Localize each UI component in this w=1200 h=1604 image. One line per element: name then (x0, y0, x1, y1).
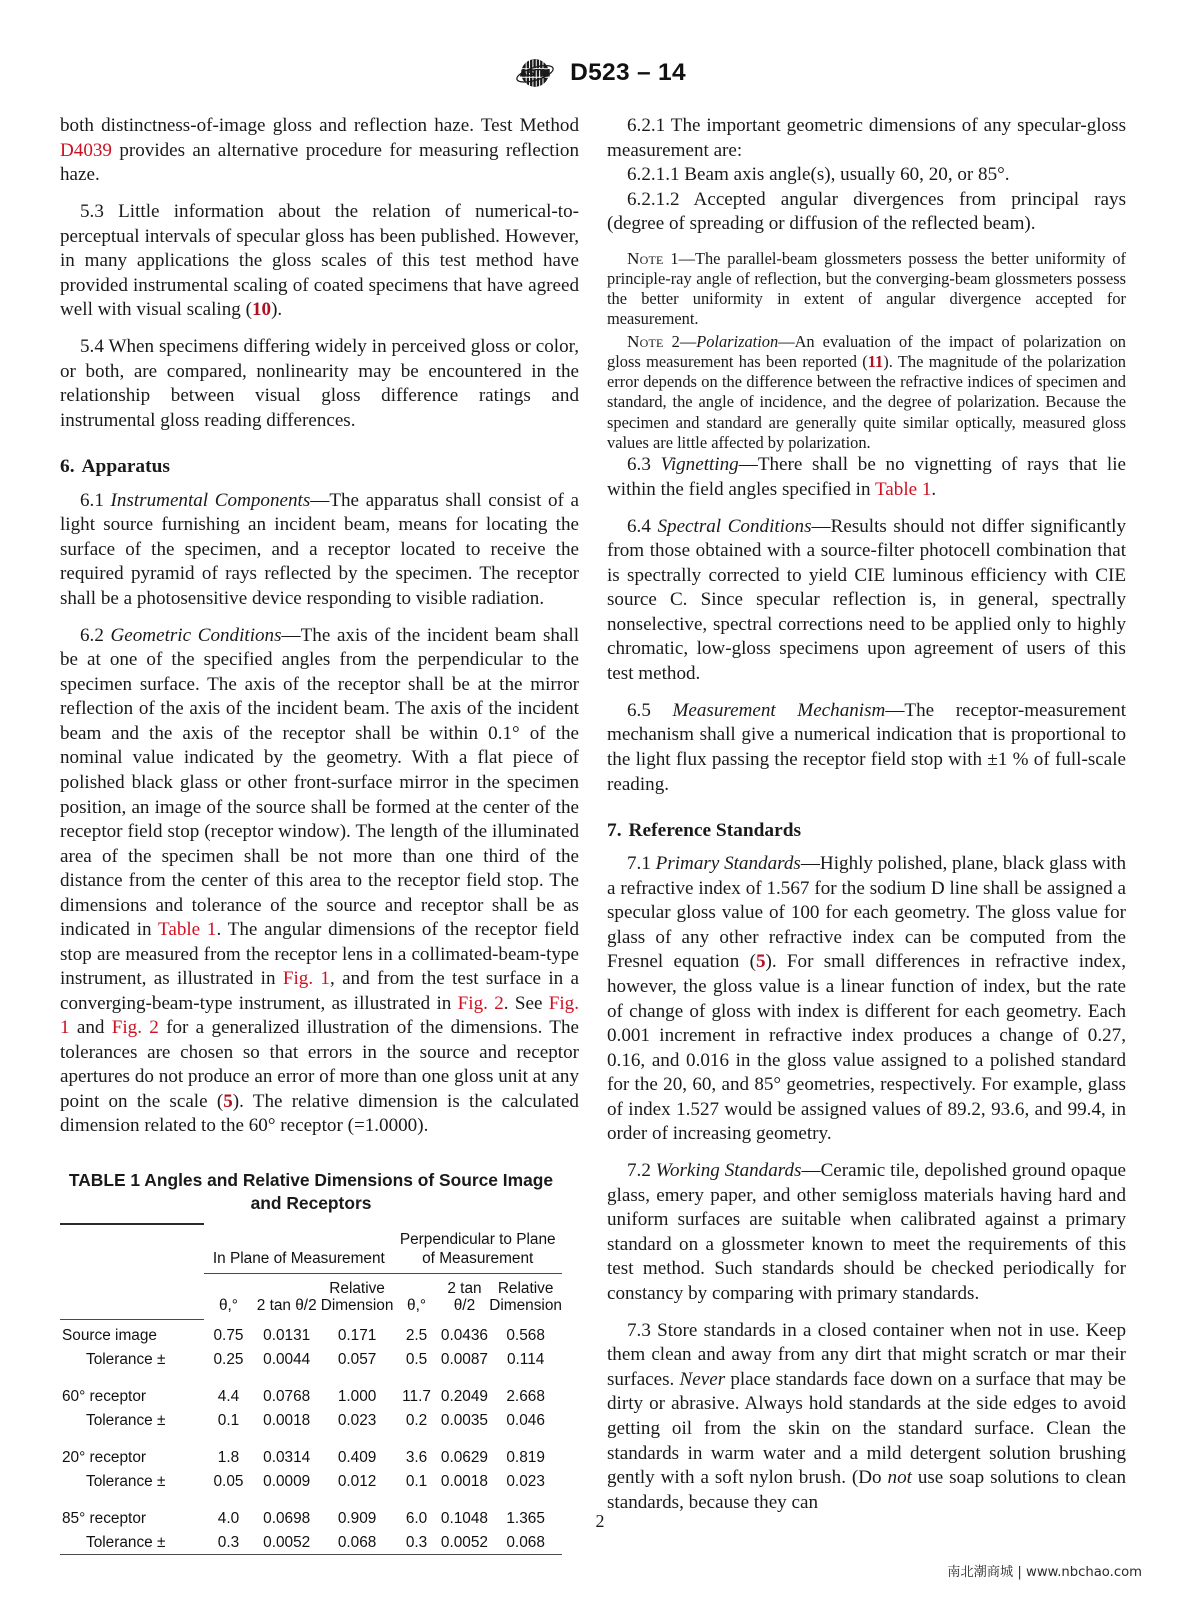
note-1 (607, 248, 1126, 330)
table-row-spacer (60, 1371, 562, 1384)
table-cell-value: 0.1 (405, 1473, 428, 1491)
table-cell-value: 0.0131 (263, 1327, 311, 1345)
right-column (607, 114, 1126, 1555)
citation-10[interactable]: 10 (251, 299, 272, 321)
para-5-3-text-a: 5.3 Little information about the relation of numerical-to-perceptual intervals of specular gloss has been published. However, in many applications the gloss scales of this test method have provided instrumental scaling of coated specimens that have agreed well with visual scaling ( (60, 201, 579, 321)
table-cell-value: 0.068 (337, 1534, 377, 1552)
para-6-2-term: Geometric Conditions (110, 624, 282, 646)
para-7-2-text: —Ceramic tile, depolished ground opaque glass, emery paper, and other semigloss materials having hard and uniform surfaces are suitable when calibrated against a primary standard on a glossmeter known to meet the requirements of this test method. Such standards should be checked periodically for constancy by comparing with primary standards. (607, 1160, 1127, 1304)
table-cell-value: 2.668 (506, 1388, 545, 1406)
col-header-relative-dimension-2: Relative Dimension (489, 1280, 562, 1315)
link-table-1-b[interactable]: Table 1 (874, 478, 932, 500)
svg-text:ASTM: ASTM (519, 67, 551, 80)
note-2-text-b: —An evaluation of the impact of polarization on gloss measurement has been reported ( (607, 331, 1127, 371)
para-6-3-text-a: —There shall be no vignetting of rays that lie within the field angles specified in (607, 454, 1126, 500)
link-fig-2-a[interactable]: Fig. 2 (457, 992, 504, 1014)
note-1-label: Note (627, 248, 664, 268)
paragraph-5-4: 5.4 When specimens differing widely in perceived gloss or color, or both, are compared, nonlinearity may be encountered in the relationship between visual gloss difference ratings and instrumental gloss reading differences. (60, 336, 579, 431)
col-header-2tan-1: 2 tan θ/2 (256, 1297, 317, 1315)
citation-11[interactable]: 11 (867, 351, 884, 371)
table-cell-value: 1.000 (337, 1388, 377, 1406)
paragraph-6-3 (607, 453, 1126, 502)
citation-5-right[interactable]: 5 (755, 951, 766, 973)
table-1 (60, 1223, 562, 1555)
para-7-2-number: 7.2 (627, 1160, 656, 1182)
note-2-label: Note (627, 331, 664, 351)
table-cell-value: 0.068 (506, 1534, 545, 1552)
note-2-text-a: 2— (663, 331, 697, 351)
paragraph-6-2-1-2: 6.2.1.2 Accepted angular divergences from principal rays (degree of spreading or diffusion of the reflected beam). (607, 188, 1126, 235)
para-6-2-text-c: , and from the test surface in a converging-beam-type instrument, as illustrated in (60, 968, 579, 1014)
heading-6-number: 6. (60, 456, 75, 478)
para-6-3-term: Vignetting (660, 454, 739, 476)
table-row-label: Tolerance ± (86, 1534, 166, 1552)
link-d4039[interactable]: D4039 (60, 139, 112, 161)
para-6-3-text-b: . (931, 478, 937, 500)
table-cell-value: 0.0052 (440, 1534, 488, 1552)
table-cell-value: 0.409 (337, 1449, 377, 1467)
link-fig-2-b[interactable]: Fig. 2 (111, 1017, 159, 1039)
table-row-spacer (60, 1432, 562, 1445)
table-cell-value: 0.0768 (263, 1388, 311, 1406)
table-row (60, 1347, 562, 1371)
table-row-label: Tolerance ± (86, 1473, 166, 1491)
table-cell-value: 0.171 (337, 1327, 377, 1345)
table-cell-value: 0.0314 (263, 1449, 311, 1467)
table-row (60, 1445, 562, 1469)
table-cell-value: 4.0 (217, 1510, 240, 1528)
table-row-spacer (60, 1493, 562, 1506)
para-6-4-term: Spectral Conditions (657, 515, 812, 537)
table-1-bottom-rule (60, 1555, 562, 1556)
link-fig-1-a[interactable]: Fig. 1 (282, 968, 330, 990)
table-row-label: 85° receptor (62, 1510, 147, 1528)
left-column (60, 114, 579, 1555)
para-6-2-number: 6.2 (80, 624, 111, 646)
table-row-label: Tolerance ± (86, 1351, 166, 1369)
para-6-2-text-d: . See (503, 992, 549, 1014)
two-column-body (0, 114, 1200, 1555)
para-6-4-number: 6.4 (627, 515, 658, 537)
table-cell-value: 0.012 (337, 1473, 377, 1491)
para-6-1-number: 6.1 (80, 489, 111, 511)
col-header-2tan-2: 2 tan θ/2 (447, 1280, 482, 1315)
table-cell-value: 1.365 (506, 1510, 545, 1528)
para-6-2-text-f: for a generalized illustration of the dimensions. The tolerances are chosen so that errors in the source and receptor apertures do not produce an error of more than one gloss unit at any point on the scale ( (60, 1017, 579, 1112)
table-1-container (60, 1169, 562, 1555)
para-6-5-term: Measurement Mechanism (672, 699, 886, 721)
document-header (0, 0, 1200, 102)
table-cell-value: 0.05 (213, 1473, 244, 1491)
table-cell-value: 0.0629 (440, 1449, 488, 1467)
table-row-label: Source image (62, 1327, 157, 1345)
table-row-label: 60° receptor (62, 1388, 147, 1406)
table-row (60, 1384, 562, 1408)
para-7-3-term-never: Never (679, 1368, 726, 1390)
table-1-column-header-row (60, 1274, 562, 1320)
table-cell-value: 0.0087 (440, 1351, 488, 1369)
para-5-2-text-b: provides an alternative procedure for measuring reflection haze. (60, 139, 579, 186)
para-7-1-number: 7.1 (627, 853, 656, 875)
table-cell-value: 0.1 (217, 1412, 240, 1430)
para-6-3-number: 6.3 (627, 454, 661, 476)
para-7-1-term: Primary Standards (655, 853, 801, 875)
table-cell-value: 0.0698 (263, 1510, 311, 1528)
table-cell-value: 2.5 (405, 1327, 428, 1345)
paragraph-5-3 (60, 200, 579, 323)
para-7-3-text-b: place standards face down on a surface that may be dirty or abrasive. Always hold standards at the side edges to avoid getting oil from the skin on the standard surface. Clean the standards in warm water and a mild detergent solution brushing gently with a soft nylon brush. (Do (607, 1368, 1126, 1489)
table-cell-value: 0.114 (506, 1351, 545, 1369)
table-cell-value: 4.4 (217, 1388, 240, 1406)
paragraph-6-2-1-1: 6.2.1.1 Beam axis angle(s), usually 60, 20, or 85°. (627, 164, 1010, 186)
para-6-1-text: —The apparatus shall consist of a light source furnishing an incident beam, means for locating the surface of the specimen, and a receptor located to receive the required pyramid of rays reflected by the specimen. The receptor shall be a photosensitive device responding to visible radiation. (60, 489, 579, 609)
para-6-2-text-a: —The axis of the incident beam shall be at one of the specified angles from the perpendicular to the specimen surface. The axis of the receptor shall be at the mirror reflection of the axis of the incident beam. The axis of the incident beam and the axis of the receptor shall be within 0.1° of the nominal value indicated by the geometry. With a flat piece of polished black glass or other front-surface mirror in the specimen position, an image of the source shall be formed at the center of the receptor field stop (receptor window). The length of the illuminated area of the specimen shall be not more than one third of the distance from the center of this area to the receptor field stop. The dimensions and tolerance of the source and receptor shall be as indicated in (60, 624, 580, 941)
paragraph-6-4 (607, 515, 1126, 687)
group-header-perpendicular: Perpendicular to Plane of Measurement (399, 1231, 556, 1267)
para-5-3-text-b: ). (271, 299, 283, 321)
para-7-1-text-b: ). For small differences in refractive index, however, the gloss value is a linear function of index, but the rate of change of gloss with index is different for each geometry. Each 0.001 increment in refractive index produces a change of 0.27, 0.16, and 0.016 in the gloss value assigned to a polished standard for the 20, 60, and 85° geometries, respectively. For example, glass of index 1.527 would be assigned values of 89.2, 93.6, and 99.4, in order of increasing geometry. (607, 951, 1126, 1145)
col-header-theta-2: θ,° (407, 1297, 427, 1315)
paragraph-5-2-continued (60, 114, 579, 188)
table-row-label: Tolerance ± (86, 1412, 166, 1430)
table-row (60, 1320, 562, 1348)
table-cell-value: 0.0035 (440, 1412, 488, 1430)
table-row (60, 1530, 562, 1555)
table-cell-value: 0.819 (506, 1449, 545, 1467)
para-6-2-text-g: ). The relative dimension is the calculated dimension related to the 60° receptor (=1.0000). (60, 1090, 579, 1137)
table-cell-value: 0.057 (337, 1351, 377, 1369)
note-2-text-c: ). The magnitude of the polarization error depends on the difference between the refractive indices of specimen and standard, the angle of incidence, and the degree of polarization. Because the specimen and standard are generally quite similar optically, measured gloss values are little affected by polarization. (607, 351, 1126, 452)
table-cell-value: 0.0018 (263, 1412, 311, 1430)
para-7-3-text-a: 7.3 Store standards in a closed container when not in use. Keep them clean and away from any dirt that might scratch or mar their surfaces. (607, 1319, 1126, 1390)
heading-6-apparatus (60, 455, 579, 479)
para-6-5-number: 6.5 (627, 699, 673, 721)
para-7-1-text-a: —Highly polished, plane, black glass with a refractive index of 1.567 for the sodium D line shall be assigned a specular gloss value of 100 for each geometry. The gloss value for glass of any other refractive index can be computed from the Fresnel equation ( (607, 853, 1126, 973)
table-cell-value: 0.023 (506, 1473, 545, 1491)
heading-7-reference-standards (607, 819, 1126, 843)
paragraph-6-2-1: 6.2.1 The important geometric dimensions of any specular-gloss measurement are: (607, 115, 1126, 161)
table-cell-value: 0.2 (405, 1412, 428, 1430)
table-cell-value: 0.023 (337, 1412, 377, 1430)
note-2 (607, 331, 1126, 454)
table-cell-value: 0.0052 (263, 1534, 311, 1552)
document-designation: D523 – 14 (570, 59, 686, 86)
note-1-text: 1—The parallel-beam glossmeters possess the better uniformity of principle-ray angle of reflection, but the converging-beam glossmeters possess the better uniformity in extent of angular divergence accepted for measurement. (607, 248, 1126, 329)
table-cell-value: 0.0044 (263, 1351, 311, 1369)
para-6-2-text-e: and (69, 1017, 112, 1039)
para-5-2-text-a: both distinctness-of-image gloss and reflection haze. Test Method (60, 115, 579, 136)
para-6-5-text: —The receptor-measurement mechanism shall give a numerical indication that is proportional to the light flux passing the receptor field stop with ±1 % of full-scale reading. (607, 699, 1126, 795)
table-row (60, 1469, 562, 1493)
table-cell-value: 0.909 (337, 1510, 377, 1528)
table-cell-value: 6.0 (405, 1510, 428, 1528)
note-2-term: Polarization (696, 331, 779, 351)
para-6-4-text: —Results should not differ significantly from those obtained with a source-filter photocell combination that is spectrally corrected to yield CIE luminous efficiency with CIE source C. Since specular reflection is, in general, spectrally nonselective, spectral corrections need to be applied only to highly chromatic, low-gloss specimens upon agreement of users of this test method. (607, 515, 1127, 684)
paragraph-6-5 (607, 699, 1126, 797)
table-cell-value: 0.25 (213, 1351, 244, 1369)
table-cell-value: 1.8 (217, 1449, 240, 1467)
heading-6-title: Apparatus (81, 456, 170, 478)
citation-5-left[interactable]: 5 (223, 1090, 233, 1112)
para-6-2-text-b: . The angular dimensions of the receptor field stop are measured from the receptor lens in a collimated-beam-type instrument, as illustrated in (60, 919, 579, 990)
table-cell-value: 0.0436 (440, 1327, 488, 1345)
table-cell-value: 0.046 (506, 1412, 545, 1430)
col-header-theta-1: θ,° (218, 1297, 238, 1315)
para-7-3-term-not: not (887, 1467, 912, 1489)
link-table-1-a[interactable]: Table 1 (158, 919, 217, 941)
table-1-title: TABLE 1 Angles and Relative Dimensions of Source Image and Receptors (68, 1169, 554, 1213)
table-cell-value: 0.3 (217, 1534, 240, 1552)
page-number: 2 (595, 1511, 605, 1531)
paragraph-7-2 (607, 1159, 1126, 1306)
watermark: 南北潮商城 | www.nbchao.com (947, 1565, 1142, 1580)
heading-7-number: 7. (607, 820, 622, 842)
paragraph-7-3 (607, 1319, 1126, 1515)
table-cell-value: 0.3 (405, 1534, 428, 1552)
table-row-label: 20° receptor (62, 1449, 147, 1467)
table-cell-value: 0.1048 (440, 1510, 488, 1528)
table-cell-value: 11.7 (402, 1388, 431, 1406)
para-7-2-term: Working Standards (655, 1160, 802, 1182)
table-1-group-header-row (60, 1224, 562, 1273)
table-cell-value: 0.568 (506, 1327, 545, 1345)
table-row (60, 1408, 562, 1432)
paragraph-6-2 (60, 624, 579, 1139)
paragraph-7-1 (607, 852, 1126, 1146)
astm-logo-icon (514, 52, 556, 94)
table-cell-value: 0.0009 (263, 1473, 311, 1491)
table-cell-value: 3.6 (405, 1449, 428, 1467)
para-7-3-text-c: use soap solutions to clean standards, because they can (607, 1467, 1126, 1513)
table-cell-value: 0.5 (405, 1351, 428, 1369)
table-cell-value: 0.2049 (440, 1388, 488, 1406)
table-cell-value: 0.0018 (440, 1473, 488, 1491)
para-6-1-term: Instrumental Components (110, 489, 311, 511)
group-header-in-plane: In Plane of Measurement (212, 1249, 385, 1267)
col-header-relative-dimension-1: Relative Dimension (320, 1280, 394, 1315)
link-fig-1-b[interactable]: Fig. 1 (60, 992, 579, 1039)
heading-7-title: Reference Standards (628, 820, 802, 842)
table-cell-value: 0.75 (213, 1327, 244, 1345)
paragraph-6-1 (60, 489, 579, 612)
